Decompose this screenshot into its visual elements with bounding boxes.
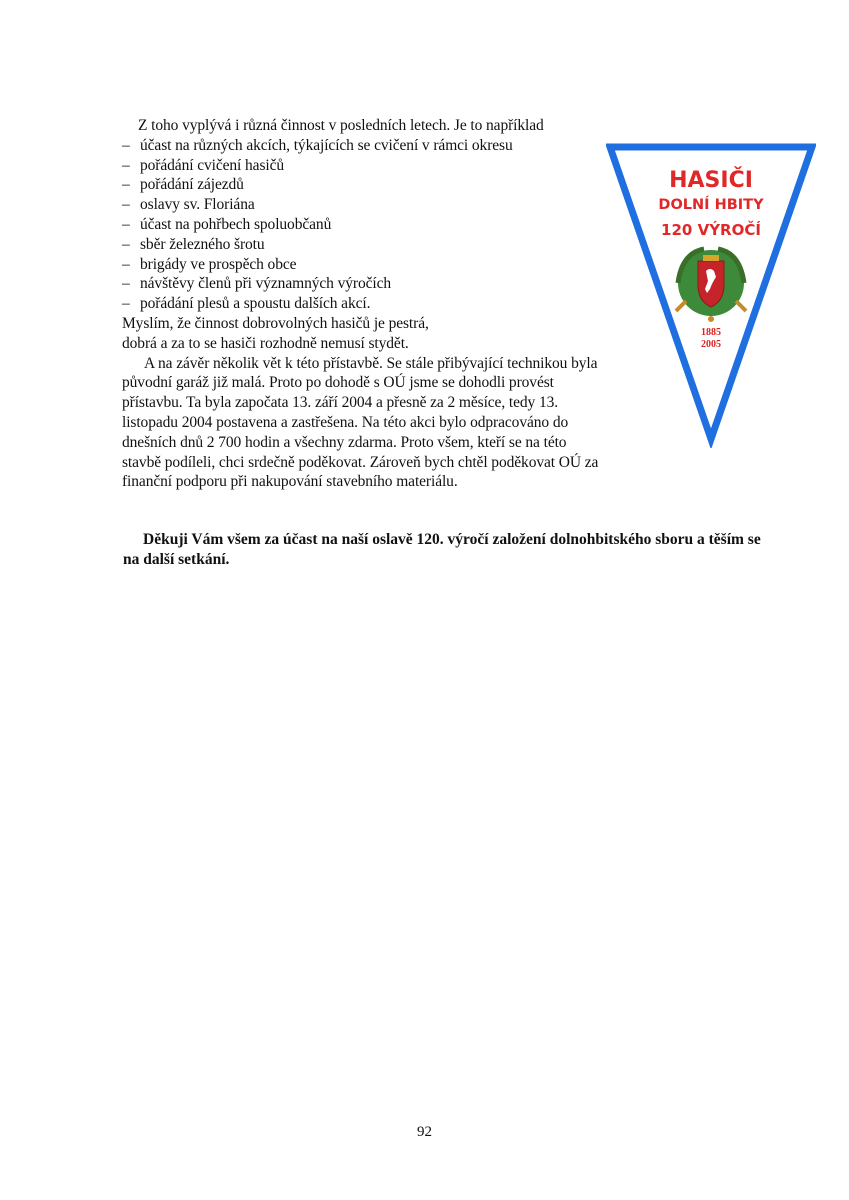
pennant-year-start: 1885 [701,327,721,338]
page-number: 92 [417,1124,432,1140]
pennant-line2: DOLNÍ HBITY [658,197,764,213]
activity-list [122,136,602,314]
list-item: – pořádání cvičení hasičů [122,156,602,176]
intro-sentence: Z toho vyplývá i různá činnost v posledních letech. Je to například [138,117,544,134]
main-text [122,116,602,492]
extension-paragraph: A na závěr několik vět k této přístavbě. Se stále přibývající technikou byla původní garáž již malá. Proto po dohodě s OÚ jsme se dohodli provést přístavbu. Ta byla započata 13. září 2004 a přesně za 2 měsíce, tedy 13. listopadu 2004 postavena a zastřešena. Na této akci bylo odpracováno do dnešních dnů 2 700 hodin a všechny zdarma. Proto všem, kteří se na této stavbě podíleli, chci srdečně poděkovat. Zároveň bych chtěl poděkovat OÚ za finanční podporu při nakupování stavebního materiálu. [122,354,599,491]
list-item: – oslavy sv. Floriána [122,195,602,215]
list-item: – pořádání plesů a spoustu dalších akcí. [122,294,602,314]
closing-text: Děkuji Vám všem za účast na naší oslavě 120. výročí založení dolnohbitského sboru a těším se na další setkání. [123,531,761,568]
list-item: – návštěvy členů při významných výročích [122,274,602,294]
list-item: – brigády ve prospěch obce [122,255,602,275]
list-item: – pořádání zájezdů [122,175,602,195]
pennant-line3: 120 VÝROČÍ [661,221,761,239]
list-item: – sběr železného šrotu [122,235,602,255]
pennant-year-end: 2005 [701,339,721,350]
closing-statement [123,530,763,570]
summary-line: Myslím, že činnost dobrovolných hasičů je pestrá, [122,314,429,332]
pennant-line1: HASIČI [669,168,753,193]
pennant-emblem [606,143,816,448]
list-item: – účast na různých akcích, týkajících se cvičení v rámci okresu [122,136,602,156]
summary-line: dobrá a za to se hasiči rozhodně nemusí stydět. [122,334,409,352]
list-item: – účast na pohřbech spoluobčanů [122,215,602,235]
